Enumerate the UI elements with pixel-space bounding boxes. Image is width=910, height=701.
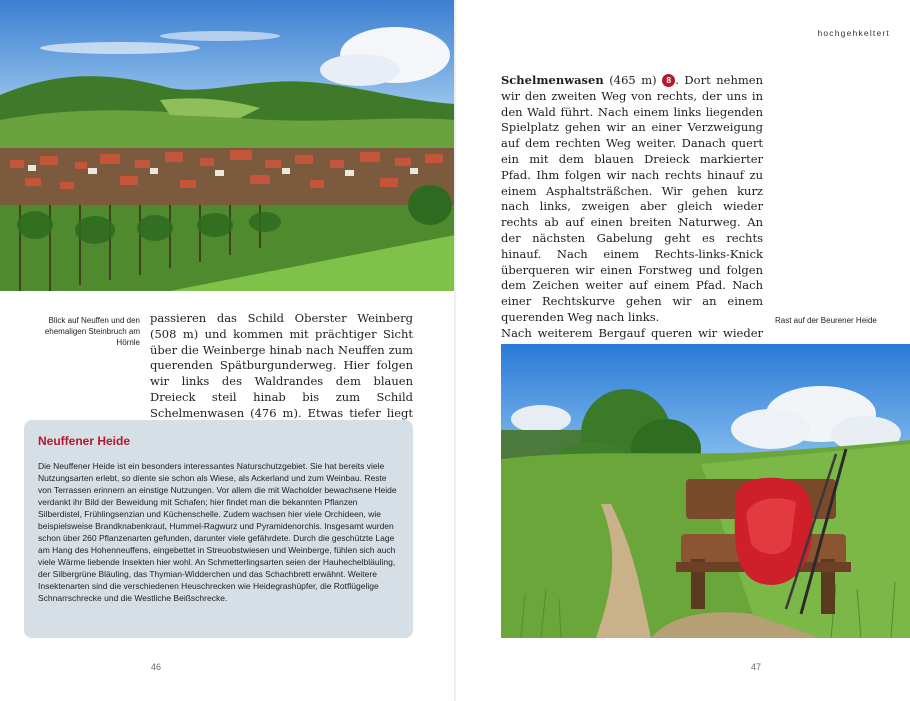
body-paragraph: passieren das Schild Oberster Weinberg (508 m) und kommen mit prächtiger Sicht über die Weinberge hinab nach Neuffen zum querenden Spätburgunderweg. Hier folgen wir links des Waldrandes dem blauen Dreieck steil hinab bis zum Schild Schelmenwasen (476 m). Etwas tiefer liegt xyxy=(150,311,413,420)
vineyard-village-photo xyxy=(0,0,455,291)
body-text xyxy=(150,311,413,437)
photo-caption: Blick auf Neuffen und den ehemaligen Steinbruch am Hörnle xyxy=(44,316,140,347)
info-box-text: Die Neuffener Heide ist ein besonders interessantes Naturschutzgebiet. Sie hat bereits viele Nutzungsarten erlebt, so diente sie schon als Wiese, als Ackerland und zum Weinbau. Reste von Terrassen erinnern an einstige Nutzungen. Vor allem die mit Wacholder bewachsene Heide verdankt ihr Bild der Beweidung mit Schafen; hier findet man die bekannten Pflanzen Silberdistel, Frühlingsenzian und Küchenschelle. Zudem wachsen hier viele Orchideen, wie beispielsweise Brandknabenkraut, Hummel-Ragwurz und Pyramidenorchis. Insgesamt wurden schon über 260 Pflanzenarten gefunden, darunter viele gefährdete. Durch die geschützte Lage am Hang des Hohenneuffens, eingebettet in Streuobstwiesen und Weinberge, fühlen sich auch viele Wärme liebende Insekten hier wohl. An Schmetterlingsarten seien der Hauhechelbläuling, der Silbergrüne Bläuling, das Thymian-Widderchen und das Schachbrett erwähnt. Weitere Insektenarten sind die verschiedenen Heuschrecken wie Heidegrashüpfer, die Rotflügelige Schnarrschrecke und die Westliche Beißschrecke. xyxy=(38,461,397,603)
right-page xyxy=(455,0,910,701)
waypoint-marker: 8 xyxy=(662,74,675,87)
bench-backpack-photo xyxy=(501,344,910,638)
photo-caption: Rast auf der Beurener Heide xyxy=(775,316,877,325)
page-number: 47 xyxy=(751,662,762,672)
body-text xyxy=(501,73,763,389)
page-number: 46 xyxy=(151,662,162,672)
body-paragraph: . Dort nehmen wir den zweiten Weg von rechts, der uns in den Wald führt. Nach einem links liegenden Spielplatz gehen wir an einer Verzweigung auf dem rechten Weg weiter. Danach quert ein mit dem blauen Dreieck markierter Pfad. Ihm folgen wir nach rechts hinauf zu einem Asphaltsträßchen. Wir gehen kurz nach links, zweigen aber gleich wieder rechts ab auf einen breiten Naturweg. An der nächsten Gabelung geht es rechts hinauf. Nach einem Rechts-links-Knick überqueren wir einen Forstweg und folgen dem Zeichen weiter auf einem Pfad. Nach einer Rechtskurve gehen wir an einem querenden Weg nach links. xyxy=(501,73,763,324)
schelmenwasen-term: Schelmenwasen xyxy=(501,73,604,87)
info-box xyxy=(24,420,413,638)
running-header: hochgehkeltert xyxy=(817,28,890,38)
elevation: (465 m) xyxy=(609,73,657,87)
body-paragraph-2: Nach weiterem Bergauf queren wir wieder xyxy=(501,325,763,340)
info-box-title: Neuffener Heide xyxy=(38,434,131,448)
